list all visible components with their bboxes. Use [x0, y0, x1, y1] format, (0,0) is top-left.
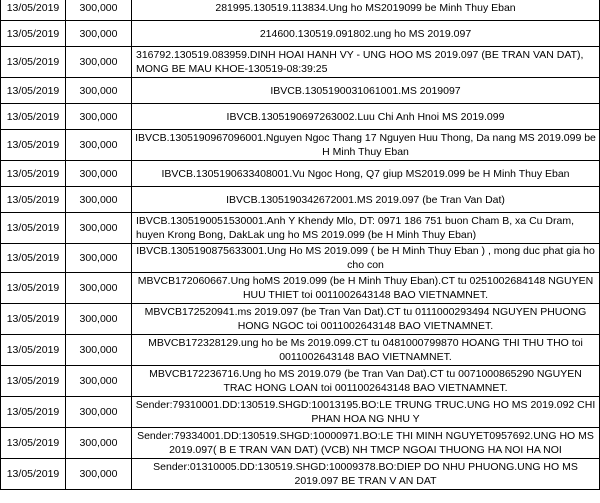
- table-row: [1, 366, 600, 397]
- transaction-description: MBVCB172520941.ms 2019.097 (be Tran Van Dat).CT tu 0111000293494 NGUYEN PHUONG HONG NGOC toi 0011002643148 BAO VIETNAMNET.: [132, 304, 600, 335]
- transaction-amount: 300,000: [66, 459, 132, 490]
- transaction-amount: 300,000: [66, 78, 132, 104]
- transaction-amount: 300,000: [66, 0, 132, 21]
- transaction-amount: 300,000: [66, 428, 132, 459]
- table-row: [1, 273, 600, 304]
- table-row: [1, 428, 600, 459]
- table-row: [1, 459, 600, 490]
- transaction-description: Sender:01310005.DD:130519.SHGD:10009378.BO:DIEP DO NHU PHUONG.UNG HO MS 2019.097 BE TRAN V AN DAT: [132, 459, 600, 490]
- transaction-amount: 300,000: [66, 21, 132, 47]
- transaction-amount: 300,000: [66, 213, 132, 244]
- transaction-description: 214600.130519.091802.ung ho MS 2019.097: [132, 21, 600, 47]
- transaction-description: IBVCB.1305190633408001.Vu Ngoc Hong, Q7 giup MS2019.099 be H Minh Thuy Eban: [132, 161, 600, 187]
- transaction-amount: 300,000: [66, 304, 132, 335]
- table-row: [1, 397, 600, 428]
- transaction-amount: 300,000: [66, 130, 132, 161]
- table-row: [1, 78, 600, 104]
- table-row: [1, 213, 600, 244]
- transaction-date: 13/05/2019: [1, 244, 66, 273]
- table-row: [1, 244, 600, 273]
- table-row: [1, 47, 600, 78]
- transaction-description: Sender:79310001.DD:130519.SHGD:10013195.BO:LE TRUNG TRUC.UNG HO MS 2019.092 CHI PHAN HOA NG NHU Y: [132, 397, 600, 428]
- transaction-description: 316792.130519.083959.DINH HOAI HANH VY - UNG HOO MS 2019.097 (BE TRAN VAN DAT), MONG BE MAU KHOE-130519-08:39:25: [132, 47, 600, 78]
- table-row: [1, 304, 600, 335]
- transaction-date: 13/05/2019: [1, 78, 66, 104]
- transaction-amount: 300,000: [66, 397, 132, 428]
- table-row: [1, 161, 600, 187]
- transaction-date: 13/05/2019: [1, 459, 66, 490]
- transaction-date: 13/05/2019: [1, 104, 66, 130]
- transaction-amount: 300,000: [66, 161, 132, 187]
- transaction-description: IBVCB.1305190875633001.Ung Ho MS 2019.099 ( be H Minh Thuy Eban ) , mong duc phat gia ho cho con: [132, 244, 600, 273]
- transaction-date: 13/05/2019: [1, 273, 66, 304]
- transaction-date: 13/05/2019: [1, 0, 66, 21]
- transaction-date: 13/05/2019: [1, 161, 66, 187]
- transaction-date: 13/05/2019: [1, 428, 66, 459]
- transaction-description: IBVCB.1305190051530001.Anh Y Khendy Mlo, DT: 0971 186 751 buon Cham B, xa Cu Dram, huyen Krong Bong, DakLak ung ho MS 2019.099 (be H Minh Thuy Eban): [132, 213, 600, 244]
- table-row: [1, 187, 600, 213]
- transaction-description: IBVCB.1305190342672001.MS 2019.097 (be Tran Van Dat): [132, 187, 600, 213]
- transaction-amount: 300,000: [66, 47, 132, 78]
- transaction-description: MBVCB172328129.ung ho be Ms 2019.099.CT tu 0481000799870 HOANG THI THU THO toi 0011002643148 BAO VIETNAMNET.: [132, 335, 600, 366]
- transaction-amount: 300,000: [66, 273, 132, 304]
- transaction-amount: 300,000: [66, 244, 132, 273]
- transaction-description: MBVCB172236716.Ung ho MS 2019.079 (be Tran Van Dat).CT tu 0071000865290 NGUYEN TRAC HONG LOAN toi 0011002643148 BAO VIETNAMNET.: [132, 366, 600, 397]
- ledger-body: [1, 0, 600, 490]
- transaction-description: IBVCB.1305190967096001.Nguyen Ngoc Thang 17 Nguyen Huu Thong, Da nang MS 2019.099 be H Minh Thuy Eban: [132, 130, 600, 161]
- transaction-description: MBVCB172060667.Ung hoMS 2019.099 (be H Minh Thuy Eban).CT tu 0251002684148 NGUYEN HUU THIET toi 0011002643148 BAO VIETNAMNET.: [132, 273, 600, 304]
- transaction-date: 13/05/2019: [1, 335, 66, 366]
- table-row: [1, 335, 600, 366]
- transaction-amount: 300,000: [66, 366, 132, 397]
- table-row: [1, 130, 600, 161]
- table-row: [1, 21, 600, 47]
- transaction-description: IBVCB.1305190031061001.MS 2019097: [132, 78, 600, 104]
- transaction-description: 281995.130519.113834.Ung ho MS2019099 be Minh Thuy Eban: [132, 0, 600, 21]
- transaction-date: 13/05/2019: [1, 366, 66, 397]
- transaction-description: Sender:79334001.DD:130519.SHGD:10000971.BO:LE THI MINH NGUYET0957692.UNG HO MS 2019.097( B E TRAN VAN DAT) (VCB) NH TMCP NGOAI THUONG HA NOI HA NOI: [132, 428, 600, 459]
- transaction-date: 13/05/2019: [1, 130, 66, 161]
- transaction-amount: 300,000: [66, 335, 132, 366]
- table-row: [1, 104, 600, 130]
- transaction-amount: 300,000: [66, 104, 132, 130]
- transaction-amount: 300,000: [66, 187, 132, 213]
- table-row: [1, 0, 600, 21]
- transaction-date: 13/05/2019: [1, 397, 66, 428]
- transaction-date: 13/05/2019: [1, 304, 66, 335]
- transaction-description: IBVCB.1305190697263002.Luu Chi Anh Hnoi MS 2019.099: [132, 104, 600, 130]
- transaction-date: 13/05/2019: [1, 187, 66, 213]
- transaction-date: 13/05/2019: [1, 21, 66, 47]
- transaction-date: 13/05/2019: [1, 213, 66, 244]
- transaction-date: 13/05/2019: [1, 47, 66, 78]
